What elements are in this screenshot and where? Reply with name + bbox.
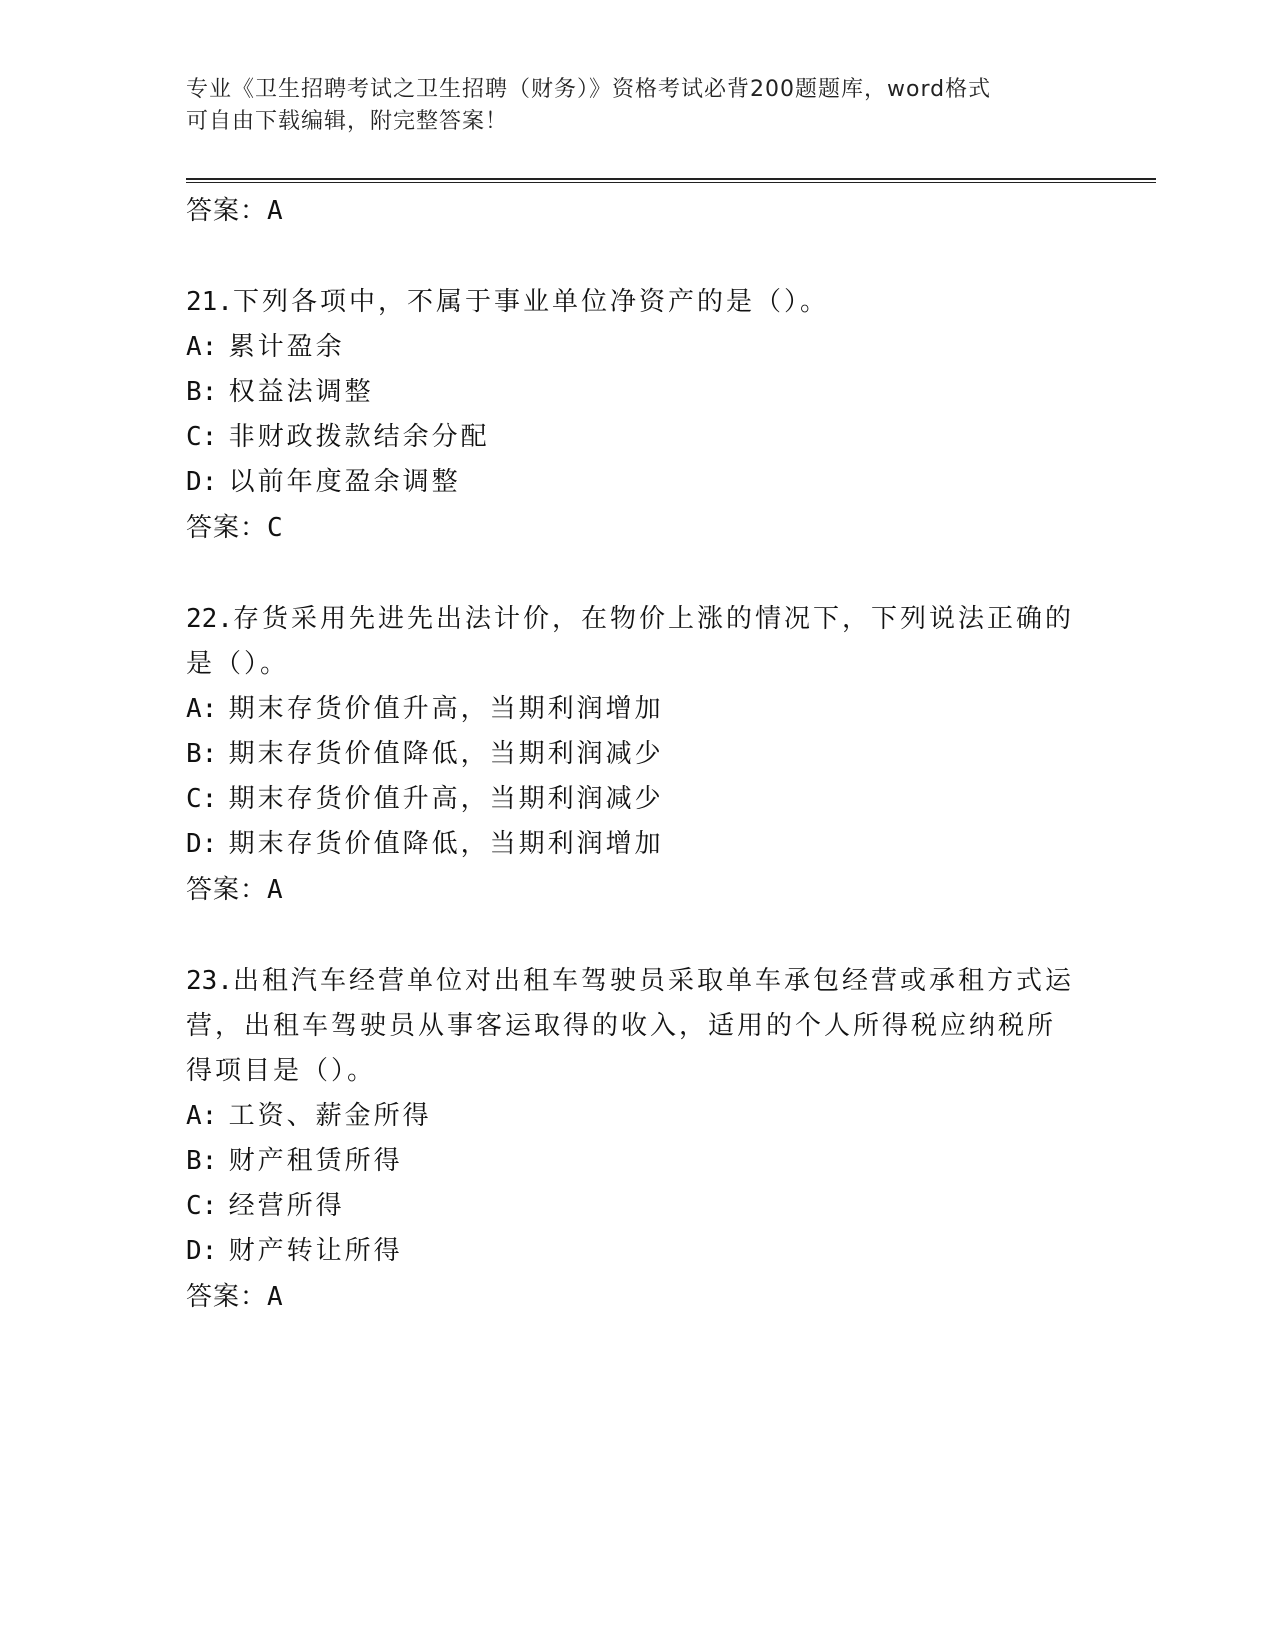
option-b (186, 370, 1086, 415)
question-list (186, 188, 1086, 1320)
option-a (186, 1094, 1086, 1139)
option-letter: B: (186, 739, 218, 769)
answer-line (186, 867, 1086, 913)
page-header (186, 74, 1066, 138)
question-item (186, 280, 1086, 551)
option-text: 期末存货价值升高，当期利润增加 (228, 694, 664, 724)
option-d (186, 822, 1086, 867)
question-stem-line: 是（）。 (186, 649, 290, 679)
question-stem-line: 存货采用先进先出法计价，在物价上涨的情况下，下列说法正确的 (232, 604, 1074, 634)
answer-value: A (267, 196, 284, 226)
question-stem (186, 959, 1086, 1094)
option-text: 财产转让所得 (228, 1236, 403, 1266)
option-b (186, 732, 1086, 777)
answer-line (186, 1274, 1086, 1320)
option-c (186, 415, 1086, 460)
header-line-2: 可自由下载编辑，附完整答案！ (186, 109, 509, 134)
option-d (186, 460, 1086, 505)
option-text: 工资、薪金所得 (228, 1101, 432, 1131)
question-stem-line: 营，出租车驾驶员从事客运取得的收入，适用的个人所得税应纳税所 (186, 1011, 1057, 1041)
option-letter: D: (186, 467, 218, 497)
option-letter: C: (186, 1191, 218, 1221)
answer-label: 答案： (186, 875, 268, 905)
option-letter: B: (186, 1146, 218, 1176)
option-letter: B: (186, 377, 218, 407)
answer-label: 答案： (186, 513, 268, 543)
question-stem-line: 下列各项中，不属于事业单位净资产的是（）。 (232, 287, 829, 317)
question-item (186, 597, 1086, 913)
option-a (186, 687, 1086, 732)
answer-line (186, 505, 1086, 551)
option-text: 财产租赁所得 (228, 1146, 403, 1176)
option-d (186, 1229, 1086, 1274)
option-text: 经营所得 (228, 1191, 345, 1221)
answer-label: 答案： (186, 1282, 268, 1312)
option-letter: A: (186, 332, 218, 362)
answer-line (186, 188, 1086, 234)
option-letter: C: (186, 422, 218, 452)
header-line-1: 专业《卫生招聘考试之卫生招聘（财务）》资格考试必背200题题库，word格式 (186, 77, 992, 102)
answer-value: A (267, 875, 284, 905)
option-a (186, 325, 1086, 370)
question-number: 22. (186, 604, 233, 634)
answer-label: 答案： (186, 196, 268, 226)
option-text: 期末存货价值降低，当期利润增加 (228, 829, 664, 859)
option-c (186, 1184, 1086, 1229)
header-divider (186, 178, 1156, 183)
option-text: 以前年度盈余调整 (228, 467, 461, 497)
option-text: 期末存货价值升高，当期利润减少 (228, 784, 664, 814)
answer-value: A (267, 1282, 284, 1312)
question-stem-line: 得项目是（）。 (186, 1056, 377, 1086)
option-c (186, 777, 1086, 822)
option-letter: C: (186, 784, 218, 814)
question-number: 21. (186, 287, 233, 317)
question-stem-line: 出租汽车经营单位对出租车驾驶员采取单车承包经营或承租方式运 (232, 966, 1074, 996)
option-text: 累计盈余 (228, 332, 345, 362)
question-number: 23. (186, 966, 233, 996)
option-letter: D: (186, 829, 218, 859)
option-letter: A: (186, 694, 218, 724)
option-text: 权益法调整 (228, 377, 374, 407)
answer-value: C (267, 513, 284, 543)
option-b (186, 1139, 1086, 1184)
option-text: 非财政拨款结余分配 (228, 422, 490, 452)
option-letter: A: (186, 1101, 218, 1131)
question-item (186, 959, 1086, 1320)
question-stem (186, 597, 1086, 687)
option-letter: D: (186, 1236, 218, 1266)
question-stem (186, 280, 1086, 325)
option-text: 期末存货价值降低，当期利润减少 (228, 739, 664, 769)
